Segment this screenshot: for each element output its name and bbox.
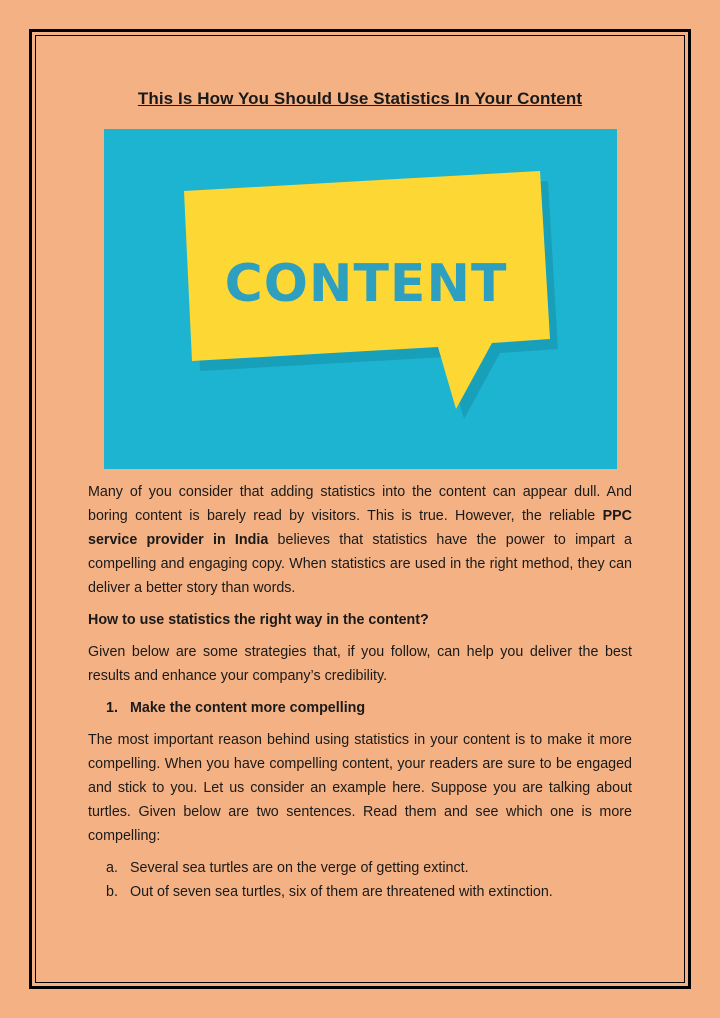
numbered-heading-text: Make the content more compelling bbox=[130, 700, 366, 716]
hero-image bbox=[104, 129, 617, 469]
example-list bbox=[106, 856, 632, 904]
list-item-text: Several sea turtles are on the verge of getting extinct. bbox=[130, 860, 469, 876]
numbered-heading-number: 1. bbox=[106, 700, 118, 716]
document-title: This Is How You Should Use Statistics In Your Content bbox=[137, 89, 583, 108]
section-heading: How to use statistics the right way in the content? bbox=[88, 612, 429, 628]
list-item bbox=[106, 856, 632, 880]
list-item-letter: b. bbox=[106, 884, 118, 900]
list-item-text: Out of seven sea turtles, six of them are threatened with extinction. bbox=[130, 884, 553, 900]
paragraph-intro-text-1: Many of you consider that adding statistics into the content can appear dull. And boring content is barely read by visitors. This is true. However, the reliable bbox=[88, 484, 632, 524]
numbered-heading bbox=[106, 696, 632, 720]
article-body bbox=[88, 480, 632, 904]
paragraph-intro-text-2: believes that statistics have the power to impart a compelling and engaging copy. When statistics are used in the right method, they can deliver a better story than words. bbox=[88, 532, 632, 596]
paragraph-intro bbox=[88, 480, 632, 600]
list-item bbox=[106, 880, 632, 904]
keyword-ppc-link: PPC service provider in India bbox=[88, 508, 632, 548]
list-item-letter: a. bbox=[106, 860, 118, 876]
paragraph-compelling: The most important reason behind using statistics in your content is to make it more compelling. When you have compelling content, your readers are sure to be engaged and stick to you. Let us consider an example here. Suppose you are talking about turtles. Given below are two sentences. Read them and see which one is more compelling: bbox=[88, 732, 632, 844]
speech-bubble-illustration bbox=[104, 129, 617, 469]
paragraph-strategies: Given below are some strategies that, if you follow, can help you deliver the best results and enhance your company’s credibility. bbox=[88, 644, 632, 684]
hero-word: CONTENT bbox=[224, 254, 508, 314]
